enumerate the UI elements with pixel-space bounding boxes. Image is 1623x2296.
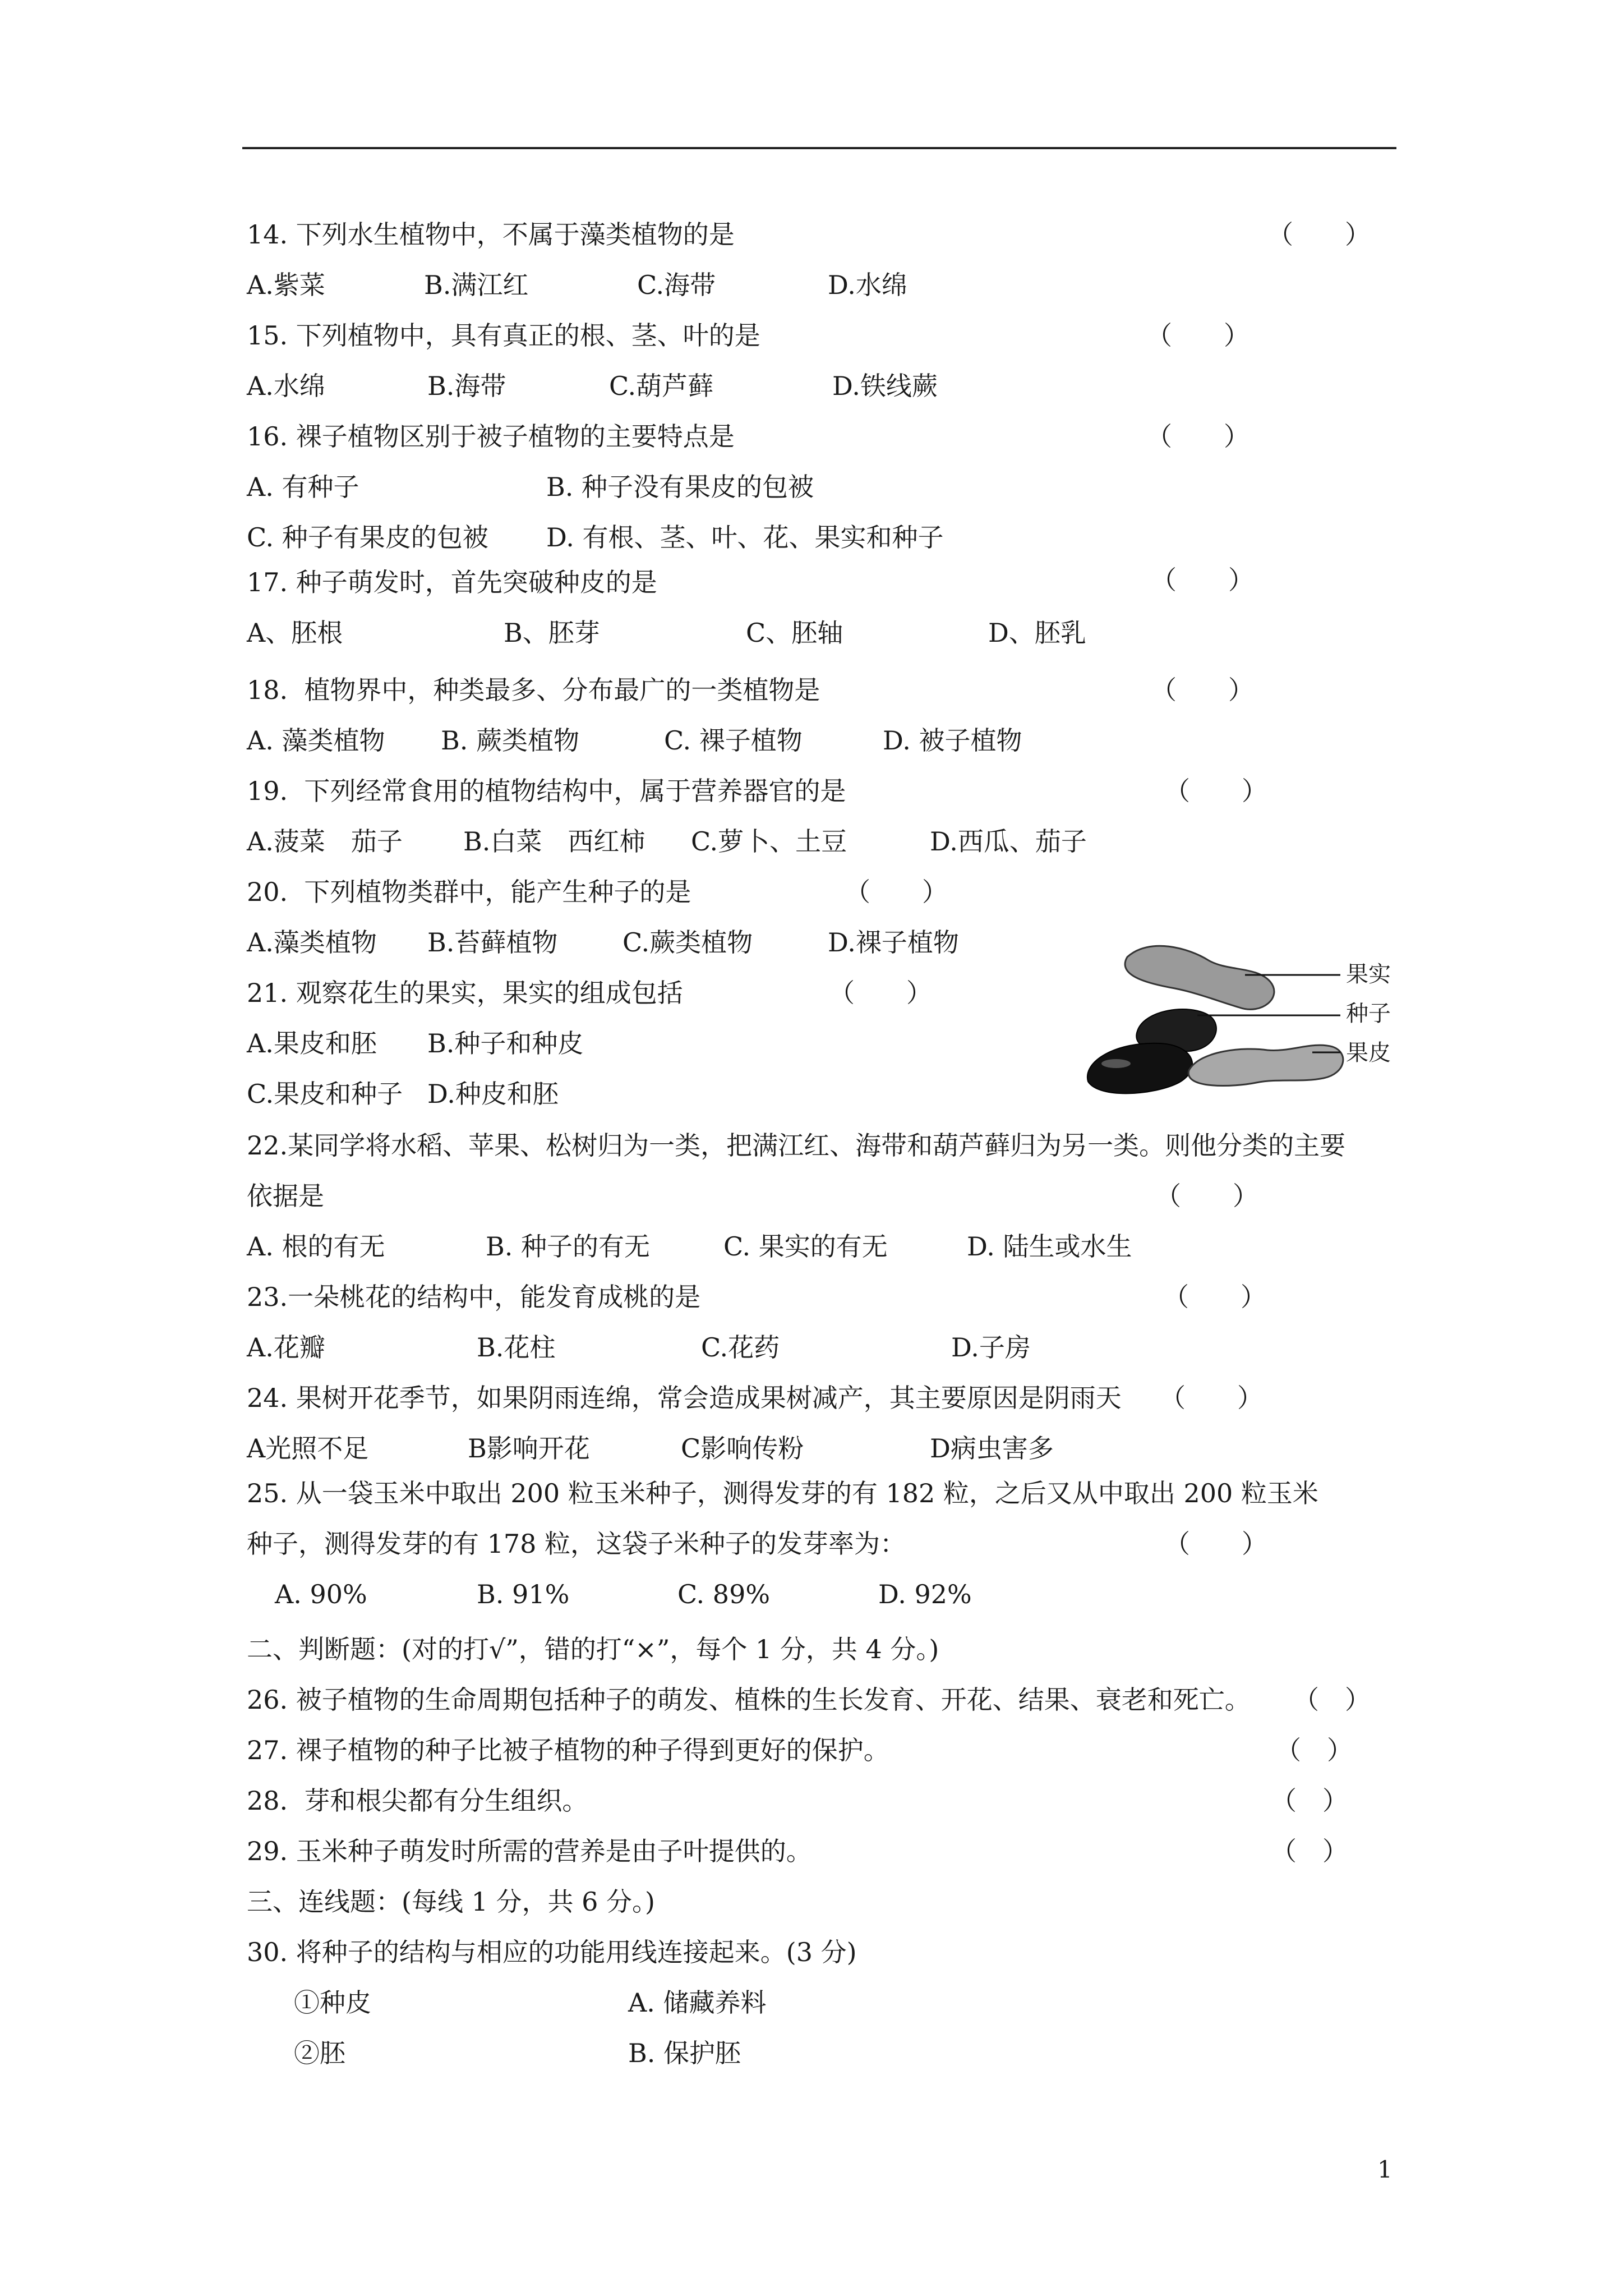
option-20-d[interactable]: D.裸子植物 [828, 927, 959, 958]
option-25-c[interactable]: C. 89% [677, 1579, 771, 1609]
option-24-b[interactable]: B影响开花 [468, 1433, 590, 1464]
option-25-a[interactable]: A. 90% [275, 1579, 367, 1609]
answer-paren-26[interactable]: （ ） [1293, 1685, 1371, 1715]
answer-paren-17[interactable]: （ ） [1151, 565, 1254, 595]
question-15-stem: 15. 下列植物中，具有真正的根、茎、叶的是 [247, 320, 760, 351]
answer-paren-23[interactable]: （ ） [1163, 1282, 1266, 1312]
option-14-a[interactable]: A.紫菜 [247, 270, 325, 300]
page-number: 1 [1377, 2156, 1393, 2183]
answer-paren-20[interactable]: （ ） [845, 877, 948, 907]
judgment-29: 29. 玉米种子萌发时所需的营养是由子叶提供的。 [247, 1836, 812, 1866]
option-19-c[interactable]: C.萝卜、土豆 [691, 826, 847, 857]
option-16-c[interactable]: C. 种子有果皮的包被 [247, 522, 488, 553]
option-22-d[interactable]: D. 陆生或水生 [967, 1231, 1132, 1262]
question-18-stem: 18. 植物界中，种类最多、分布最广的一类植物是 [247, 675, 820, 705]
figure-label-pericarp: 果皮 [1346, 1040, 1391, 1066]
judgment-26: 26. 被子植物的生命周期包括种子的萌发、植株的生长发育、开花、结果、衰老和死亡。 [247, 1685, 1251, 1715]
question-14-stem: 14. 下列水生植物中，不属于藻类植物的是 [247, 219, 735, 250]
answer-paren-24[interactable]: （ ） [1160, 1383, 1263, 1413]
option-18-c[interactable]: C. 裸子植物 [664, 725, 803, 756]
option-17-b[interactable]: B、胚芽 [504, 618, 600, 648]
header-rule [242, 147, 1396, 149]
option-22-c[interactable]: C. 果实的有无 [723, 1231, 888, 1262]
question-20-stem: 20. 下列植物类群中，能产生种子的是 [247, 877, 691, 907]
option-23-a[interactable]: A.花瓣 [247, 1332, 325, 1363]
option-15-a[interactable]: A.水绵 [247, 371, 325, 401]
answer-paren-27[interactable]: （ ） [1275, 1735, 1353, 1765]
option-25-b[interactable]: B. 91% [477, 1579, 570, 1609]
judgment-28: 28. 芽和根尖都有分生组织。 [247, 1786, 588, 1816]
option-20-b[interactable]: B.苔藓植物 [427, 927, 558, 958]
option-23-b[interactable]: B.花柱 [477, 1332, 556, 1363]
option-21-b[interactable]: B.种子和种皮 [427, 1028, 584, 1059]
option-15-c[interactable]: C.葫芦藓 [609, 371, 714, 401]
option-22-a[interactable]: A. 根的有无 [247, 1231, 385, 1262]
judgment-27: 27. 裸子植物的种子比被子植物的种子得到更好的保护。 [247, 1735, 889, 1765]
question-23-stem: 23.一朵桃花的结构中，能发育成桃的是 [247, 1282, 701, 1312]
answer-paren-25[interactable]: （ ） [1164, 1529, 1267, 1559]
section-3-title: 三、连线题：(每线 1 分，共 6 分。) [247, 1887, 655, 1917]
option-24-d[interactable]: D病虫害多 [930, 1433, 1054, 1464]
option-16-a[interactable]: A. 有种子 [247, 472, 359, 502]
option-21-c[interactable]: C.果皮和种子 [247, 1079, 403, 1109]
option-17-c[interactable]: C、胚轴 [746, 618, 843, 648]
option-15-b[interactable]: B.海带 [427, 371, 506, 401]
option-23-d[interactable]: D.子房 [951, 1332, 1031, 1363]
answer-paren-29[interactable]: （ ） [1271, 1836, 1348, 1866]
answer-paren-21[interactable]: （ ） [829, 978, 932, 1008]
option-24-a[interactable]: A光照不足 [247, 1433, 369, 1464]
match-right-a[interactable]: A. 储藏养料 [628, 1987, 767, 2018]
option-22-b[interactable]: B. 种子的有无 [486, 1231, 651, 1262]
peanut-fruit-figure [1077, 931, 1436, 1099]
answer-paren-16[interactable]: （ ） [1146, 421, 1249, 452]
question-22-stem-cont: 依据是 [247, 1181, 324, 1211]
match-left-2[interactable]: ②胚 [294, 2038, 345, 2068]
option-21-d[interactable]: D.种皮和胚 [427, 1079, 559, 1109]
question-22-stem: 22.某同学将水稻、苹果、松树归为一类，把满江红、海带和葫芦藓归为另一类。则他分类的主要 [247, 1130, 1346, 1161]
option-14-d[interactable]: D.水绵 [828, 270, 907, 300]
option-17-a[interactable]: A、胚根 [247, 618, 343, 648]
match-left-1[interactable]: ①种皮 [294, 1987, 371, 2018]
option-15-d[interactable]: D.铁线蕨 [832, 371, 938, 401]
option-18-d[interactable]: D. 被子植物 [883, 725, 1022, 756]
question-17-stem: 17. 种子萌发时，首先突破种皮的是 [247, 567, 657, 597]
question-25-stem-cont: 种子，测得发芽的有 178 粒，这袋子米种子的发芽率为： [247, 1529, 906, 1559]
answer-paren-22[interactable]: （ ） [1155, 1181, 1258, 1211]
option-20-a[interactable]: A.藻类植物 [247, 927, 377, 958]
option-18-a[interactable]: A. 藻类植物 [247, 725, 385, 756]
option-25-d[interactable]: D. 92% [878, 1579, 972, 1609]
figure-label-fruit: 果实 [1346, 961, 1391, 987]
option-23-c[interactable]: C.花药 [701, 1332, 780, 1363]
answer-paren-18[interactable]: （ ） [1151, 675, 1254, 705]
option-14-b[interactable]: B.满江红 [424, 270, 529, 300]
option-18-b[interactable]: B. 蕨类植物 [441, 725, 580, 756]
section-2-title: 二、判断题：(对的打√”，错的打“×”，每个 1 分，共 4 分。) [247, 1634, 939, 1664]
answer-paren-14[interactable]: （ ） [1267, 219, 1371, 250]
question-21-stem: 21. 观察花生的果实，果实的组成包括 [247, 978, 683, 1008]
option-21-a[interactable]: A.果皮和胚 [247, 1028, 377, 1059]
option-24-c[interactable]: C影响传粉 [681, 1433, 804, 1464]
option-14-c[interactable]: C.海带 [637, 270, 716, 300]
answer-paren-19[interactable]: （ ） [1164, 776, 1267, 806]
figure-label-seed: 种子 [1346, 1001, 1391, 1027]
option-16-d[interactable]: D. 有根、茎、叶、花、果实和种子 [546, 522, 944, 553]
question-24-stem: 24. 果树开花季节，如果阴雨连绵，常会造成果树减产，其主要原因是阴雨天 [247, 1383, 1122, 1413]
option-16-b[interactable]: B. 种子没有果皮的包被 [546, 472, 814, 502]
question-19-stem: 19. 下列经常食用的植物结构中，属于营养器官的是 [247, 776, 846, 806]
question-30-stem: 30. 将种子的结构与相应的功能用线连接起来。(3 分) [247, 1937, 857, 1967]
answer-paren-15[interactable]: （ ） [1146, 320, 1249, 351]
option-19-d[interactable]: D.西瓜、茄子 [930, 826, 1087, 857]
question-16-stem: 16. 裸子植物区别于被子植物的主要特点是 [247, 421, 735, 452]
answer-paren-28[interactable]: （ ） [1271, 1786, 1348, 1816]
match-right-b[interactable]: B. 保护胚 [628, 2038, 741, 2068]
option-20-c[interactable]: C.蕨类植物 [623, 927, 753, 958]
question-25-stem: 25. 从一袋玉米中取出 200 粒玉米种子，测得发芽的有 182 粒，之后又从中取出 200 粒玉米 [247, 1478, 1318, 1508]
option-17-d[interactable]: D、胚乳 [988, 618, 1086, 648]
option-19-a[interactable]: A.菠菜 茄子 [247, 826, 403, 857]
option-19-b[interactable]: B.白菜 西红柿 [463, 826, 645, 857]
